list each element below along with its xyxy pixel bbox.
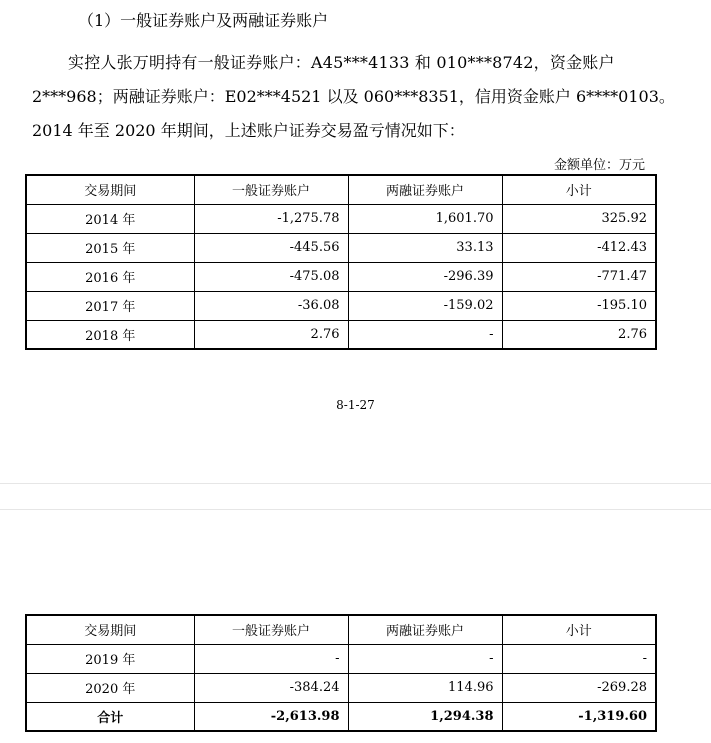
page-number: 8-1-27: [336, 398, 375, 412]
table-header-row: [26, 615, 656, 644]
trading-pnl-table-part-2: [25, 614, 657, 732]
cell-total-general: -2,613.98: [194, 702, 348, 731]
header-margin-account: 两融证券账户: [348, 175, 502, 204]
table-row: [26, 320, 656, 349]
table-row: [26, 673, 656, 702]
cell-total-label: 合计: [26, 702, 194, 731]
header-general-account: 一般证券账户: [194, 615, 348, 644]
header-subtotal: 小计: [502, 175, 656, 204]
cell-margin: -: [348, 320, 502, 349]
cell-period: 2020 年: [26, 673, 194, 702]
section-heading: （1）一般证券账户及两融证券账户: [78, 11, 329, 30]
cell-period: 2019 年: [26, 644, 194, 673]
cell-total-margin: 1,294.38: [348, 702, 502, 731]
cell-period: 2016 年: [26, 262, 194, 291]
cell-general: -36.08: [194, 291, 348, 320]
paragraph-line-2: 2***968；两融证券账户：E02***4521 以及 060***8351，信用资金账户 6****0103。: [32, 87, 675, 106]
cell-subtotal: 2.76: [502, 320, 656, 349]
unit-label: 金额单位：万元: [553, 158, 645, 173]
cell-general: -: [194, 644, 348, 673]
cell-margin: 1,601.70: [348, 204, 502, 233]
header-subtotal: 小计: [502, 615, 656, 644]
cell-subtotal: -195.10: [502, 291, 656, 320]
table-row: [26, 262, 656, 291]
cell-period: 2014 年: [26, 204, 194, 233]
header-period: 交易期间: [26, 615, 194, 644]
table-row: [26, 204, 656, 233]
cell-subtotal: 325.92: [502, 204, 656, 233]
cell-subtotal: -269.28: [502, 673, 656, 702]
table-header-row: [26, 175, 656, 204]
cell-period: 2017 年: [26, 291, 194, 320]
cell-period: 2015 年: [26, 233, 194, 262]
body-paragraph: [32, 46, 675, 148]
cell-margin: 114.96: [348, 673, 502, 702]
cell-general: -475.08: [194, 262, 348, 291]
table-total-row: [26, 702, 656, 731]
cell-general: -445.56: [194, 233, 348, 262]
cell-general: -384.24: [194, 673, 348, 702]
table-row: [26, 233, 656, 262]
header-margin-account: 两融证券账户: [348, 615, 502, 644]
cell-margin: -: [348, 644, 502, 673]
header-period: 交易期间: [26, 175, 194, 204]
cell-margin: -159.02: [348, 291, 502, 320]
paragraph-line-1: 实控人张万明持有一般证券账户：A45***4133 和 010***8742，资金账户: [68, 53, 615, 72]
trading-pnl-table-part-1: [25, 174, 657, 350]
page-separator: [0, 483, 711, 510]
cell-margin: 33.13: [348, 233, 502, 262]
cell-subtotal: -412.43: [502, 233, 656, 262]
cell-period: 2018 年: [26, 320, 194, 349]
paragraph-line-3: 2014 年至 2020 年期间，上述账户证券交易盈亏情况如下：: [32, 121, 465, 140]
cell-subtotal: -: [502, 644, 656, 673]
cell-general: 2.76: [194, 320, 348, 349]
table-row: [26, 291, 656, 320]
cell-margin: -296.39: [348, 262, 502, 291]
table-row: [26, 644, 656, 673]
header-general-account: 一般证券账户: [194, 175, 348, 204]
cell-total-subtotal: -1,319.60: [502, 702, 656, 731]
cell-subtotal: -771.47: [502, 262, 656, 291]
cell-general: -1,275.78: [194, 204, 348, 233]
